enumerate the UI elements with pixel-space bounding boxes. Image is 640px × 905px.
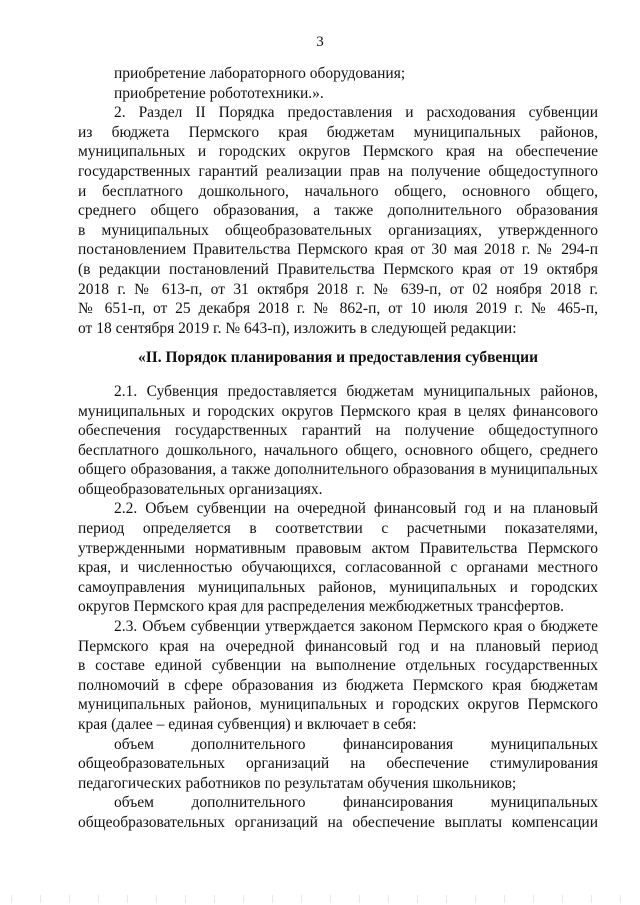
text-line: муниципальных и городских округов Пермского края на обеспечение bbox=[78, 143, 598, 161]
document-body bbox=[78, 64, 598, 833]
text-line: общего образования, а также дополнительного образования в муниципальных bbox=[78, 461, 598, 479]
text-line: № 651-п, от 25 декабря 2018 г. № 862-п, от 10 июля 2019 г. № 465-п, bbox=[78, 300, 598, 318]
text-line: от 18 сентября 2019 г. № 643-п), изложить в следующей редакции: bbox=[78, 319, 517, 337]
text-line: и бесплатного дошкольного, начального общего, основного общего, bbox=[78, 182, 598, 200]
text-line: округов Пермского края для распределения межбюджетных трансфертов. bbox=[78, 598, 565, 616]
text-line: общеобразовательных организаций на обеспечение выплаты компенсации bbox=[78, 813, 598, 831]
text-line: общеобразовательных организаций на обеспечение стимулирования bbox=[78, 755, 598, 773]
text-line: в составе единой субвенции на выполнение отдельных государственных bbox=[78, 657, 598, 675]
text-line: общеобразовательных организациях. bbox=[78, 480, 323, 498]
text-line: государственных гарантий реализации прав на получение общедоступного bbox=[78, 162, 598, 180]
text-line: период определяется в соответствии с расчетными показателями, bbox=[78, 520, 598, 538]
text-line: объем дополнительного финансирования муниципальных bbox=[114, 794, 598, 812]
text-line: (в редакции постановлений Правительства Пермского края от 19 октября bbox=[78, 260, 598, 278]
text-line: муниципальных районов, муниципальных и городских округов Пермского bbox=[78, 696, 598, 714]
page-number: 3 bbox=[316, 34, 324, 50]
text-line: приобретение робототехники.». bbox=[114, 84, 324, 102]
text-line: самоуправления муниципальных районов, муниципальных и городских bbox=[78, 578, 598, 596]
text-line: муниципальных и городских округов Пермского края в целях финансового bbox=[78, 402, 598, 420]
text-line: обеспечения государственных гарантий на получение общедоступного bbox=[78, 422, 598, 440]
text-line: постановлением Правительства Пермского края от 30 мая 2018 г. № 294-п bbox=[78, 241, 598, 259]
text-line: края (далее – единая субвенция) и включает в себя: bbox=[78, 716, 417, 733]
text-line: Пермского края на очередной финансовый год и на плановый период bbox=[78, 637, 598, 655]
text-line: 2.3. Объем субвенции утверждается законом Пермского края о бюджете bbox=[114, 618, 598, 636]
text-line: среднего общего образования, а также дополнительного образования bbox=[78, 202, 598, 220]
text-line: 2018 г. № 613-п, от 31 октября 2018 г. № 639-п, от 02 ноября 2018 г. bbox=[78, 280, 598, 298]
text-line: педагогических работников по результатам обучения школьников; bbox=[78, 774, 517, 792]
text-line: из бюджета Пермского края бюджетам муниципальных районов, bbox=[78, 123, 598, 141]
scan-noise bbox=[0, 895, 640, 903]
text-line: приобретение лабораторного оборудования; bbox=[114, 65, 406, 82]
text-line: полномочий в сфере образования из бюджета Пермского края бюджетам bbox=[78, 676, 598, 694]
text-line: 2.2. Объем субвенции на очередной финансовый год и на плановый bbox=[114, 500, 598, 518]
section-heading: «II. Порядок планирования и предоставления субвенции bbox=[137, 349, 539, 367]
text-line: 2.1. Субвенция предоставляется бюджетам муниципальных районов, bbox=[114, 382, 598, 400]
text-line: 2. Раздел II Порядка предоставления и расходования субвенции bbox=[114, 104, 598, 122]
text-line: бесплатного дошкольного, начального общего, основного общего, среднего bbox=[78, 441, 598, 459]
text-line: объем дополнительного финансирования муниципальных bbox=[114, 735, 598, 753]
text-line: края, и численностью обучающихся, согласованной с органами местного bbox=[78, 559, 598, 577]
text-line: в муниципальных общеобразовательных организациях, утвержденного bbox=[78, 221, 598, 239]
text-line: утвержденными нормативным правовым актом Правительства Пермского bbox=[78, 539, 598, 557]
